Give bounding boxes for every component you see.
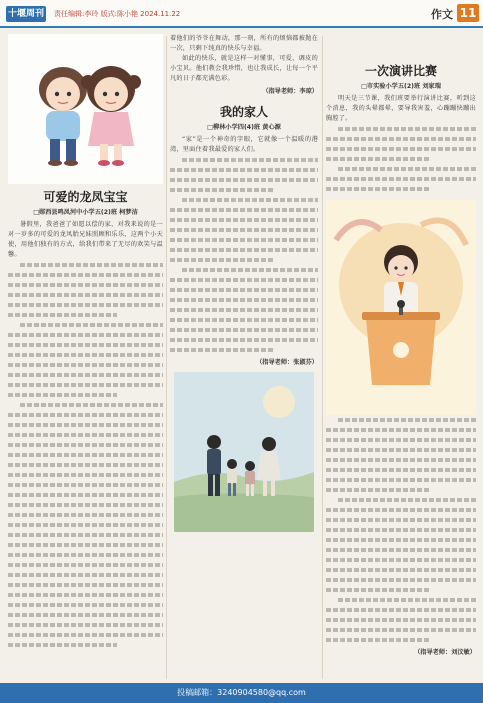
article-title: 我的家人 <box>219 105 268 119</box>
family-drawing <box>174 372 314 532</box>
twins-illustration <box>8 34 163 184</box>
page-number: 11 <box>457 4 479 22</box>
teacher-credit: （指导老师：刘汶敏） <box>414 649 476 656</box>
article-paragraph: 暑假里，我爸爸了如愿以偿的家，对我来说的是一对一岁多的可爱的龙凤胎兄妹照顾和乐乐，这两个小天使，用他们独有的方式，给我们带来了无尽的欢笑与温馨。 <box>8 221 163 258</box>
article-body-lines <box>326 124 476 194</box>
article-byline: □郧西县鸣凤河中小学五(2)班 柯梦洁 <box>33 209 138 216</box>
article-body-lines <box>8 260 163 650</box>
section-name: 作文 <box>431 8 453 21</box>
masthead: 十堰周刊 <box>6 6 46 22</box>
article-right <box>326 34 476 681</box>
article-left <box>8 34 163 681</box>
article-title: 可爱的龙凤宝宝 <box>43 190 128 204</box>
teacher-credit: （指导老师：张淑芬） <box>256 359 318 366</box>
column-divider <box>322 36 323 679</box>
twins-drawing <box>8 34 163 184</box>
family-illustration <box>174 372 314 532</box>
article-body-lines <box>326 415 476 645</box>
article-byline: □市实验小学五(2)班 刘家瑞 <box>361 83 441 90</box>
article-paragraph: 如此的快乐，就是这样一对懂事，可爱，调皮的小宝贝。他们教会我珍惜，也让我成长，让每一个平凡的日子都充满色彩。 <box>170 55 318 82</box>
article-title: 一次演讲比赛 <box>364 64 437 78</box>
page-footer <box>0 683 483 703</box>
column-divider <box>166 36 167 679</box>
teacher-credit: （指导老师：李琼） <box>262 88 318 95</box>
article-paragraph: 明天是三节课，我们班要举行演讲比赛，听到这个消息，我的头晕都晕，要导我害羞，心蹦蹦快蹦出胸腔了。 <box>326 95 476 122</box>
editor-line: 责任编辑:李玲 版式:陈小艳 2024.11.22 <box>54 10 181 18</box>
article-byline: □柳林小学四(4)班 黄心源 <box>207 124 281 131</box>
article-paragraph: 着他们的爷爷在舞动，那一刻，所有的烦恼都被抛在一次，只剩下纯真的快乐与幸福。 <box>170 35 318 52</box>
page-header <box>0 0 483 28</box>
speech-illustration <box>326 200 476 415</box>
speech-drawing <box>326 200 476 415</box>
submission-email: 投稿邮箱：3240904580@qq.com <box>177 688 306 697</box>
article-mid <box>170 34 318 681</box>
article-body-lines <box>170 155 318 355</box>
article-paragraph: “家”是一个神奇的字眼，它就像一个温暖的港湾，里面住着我最爱的家人们。 <box>170 136 318 153</box>
